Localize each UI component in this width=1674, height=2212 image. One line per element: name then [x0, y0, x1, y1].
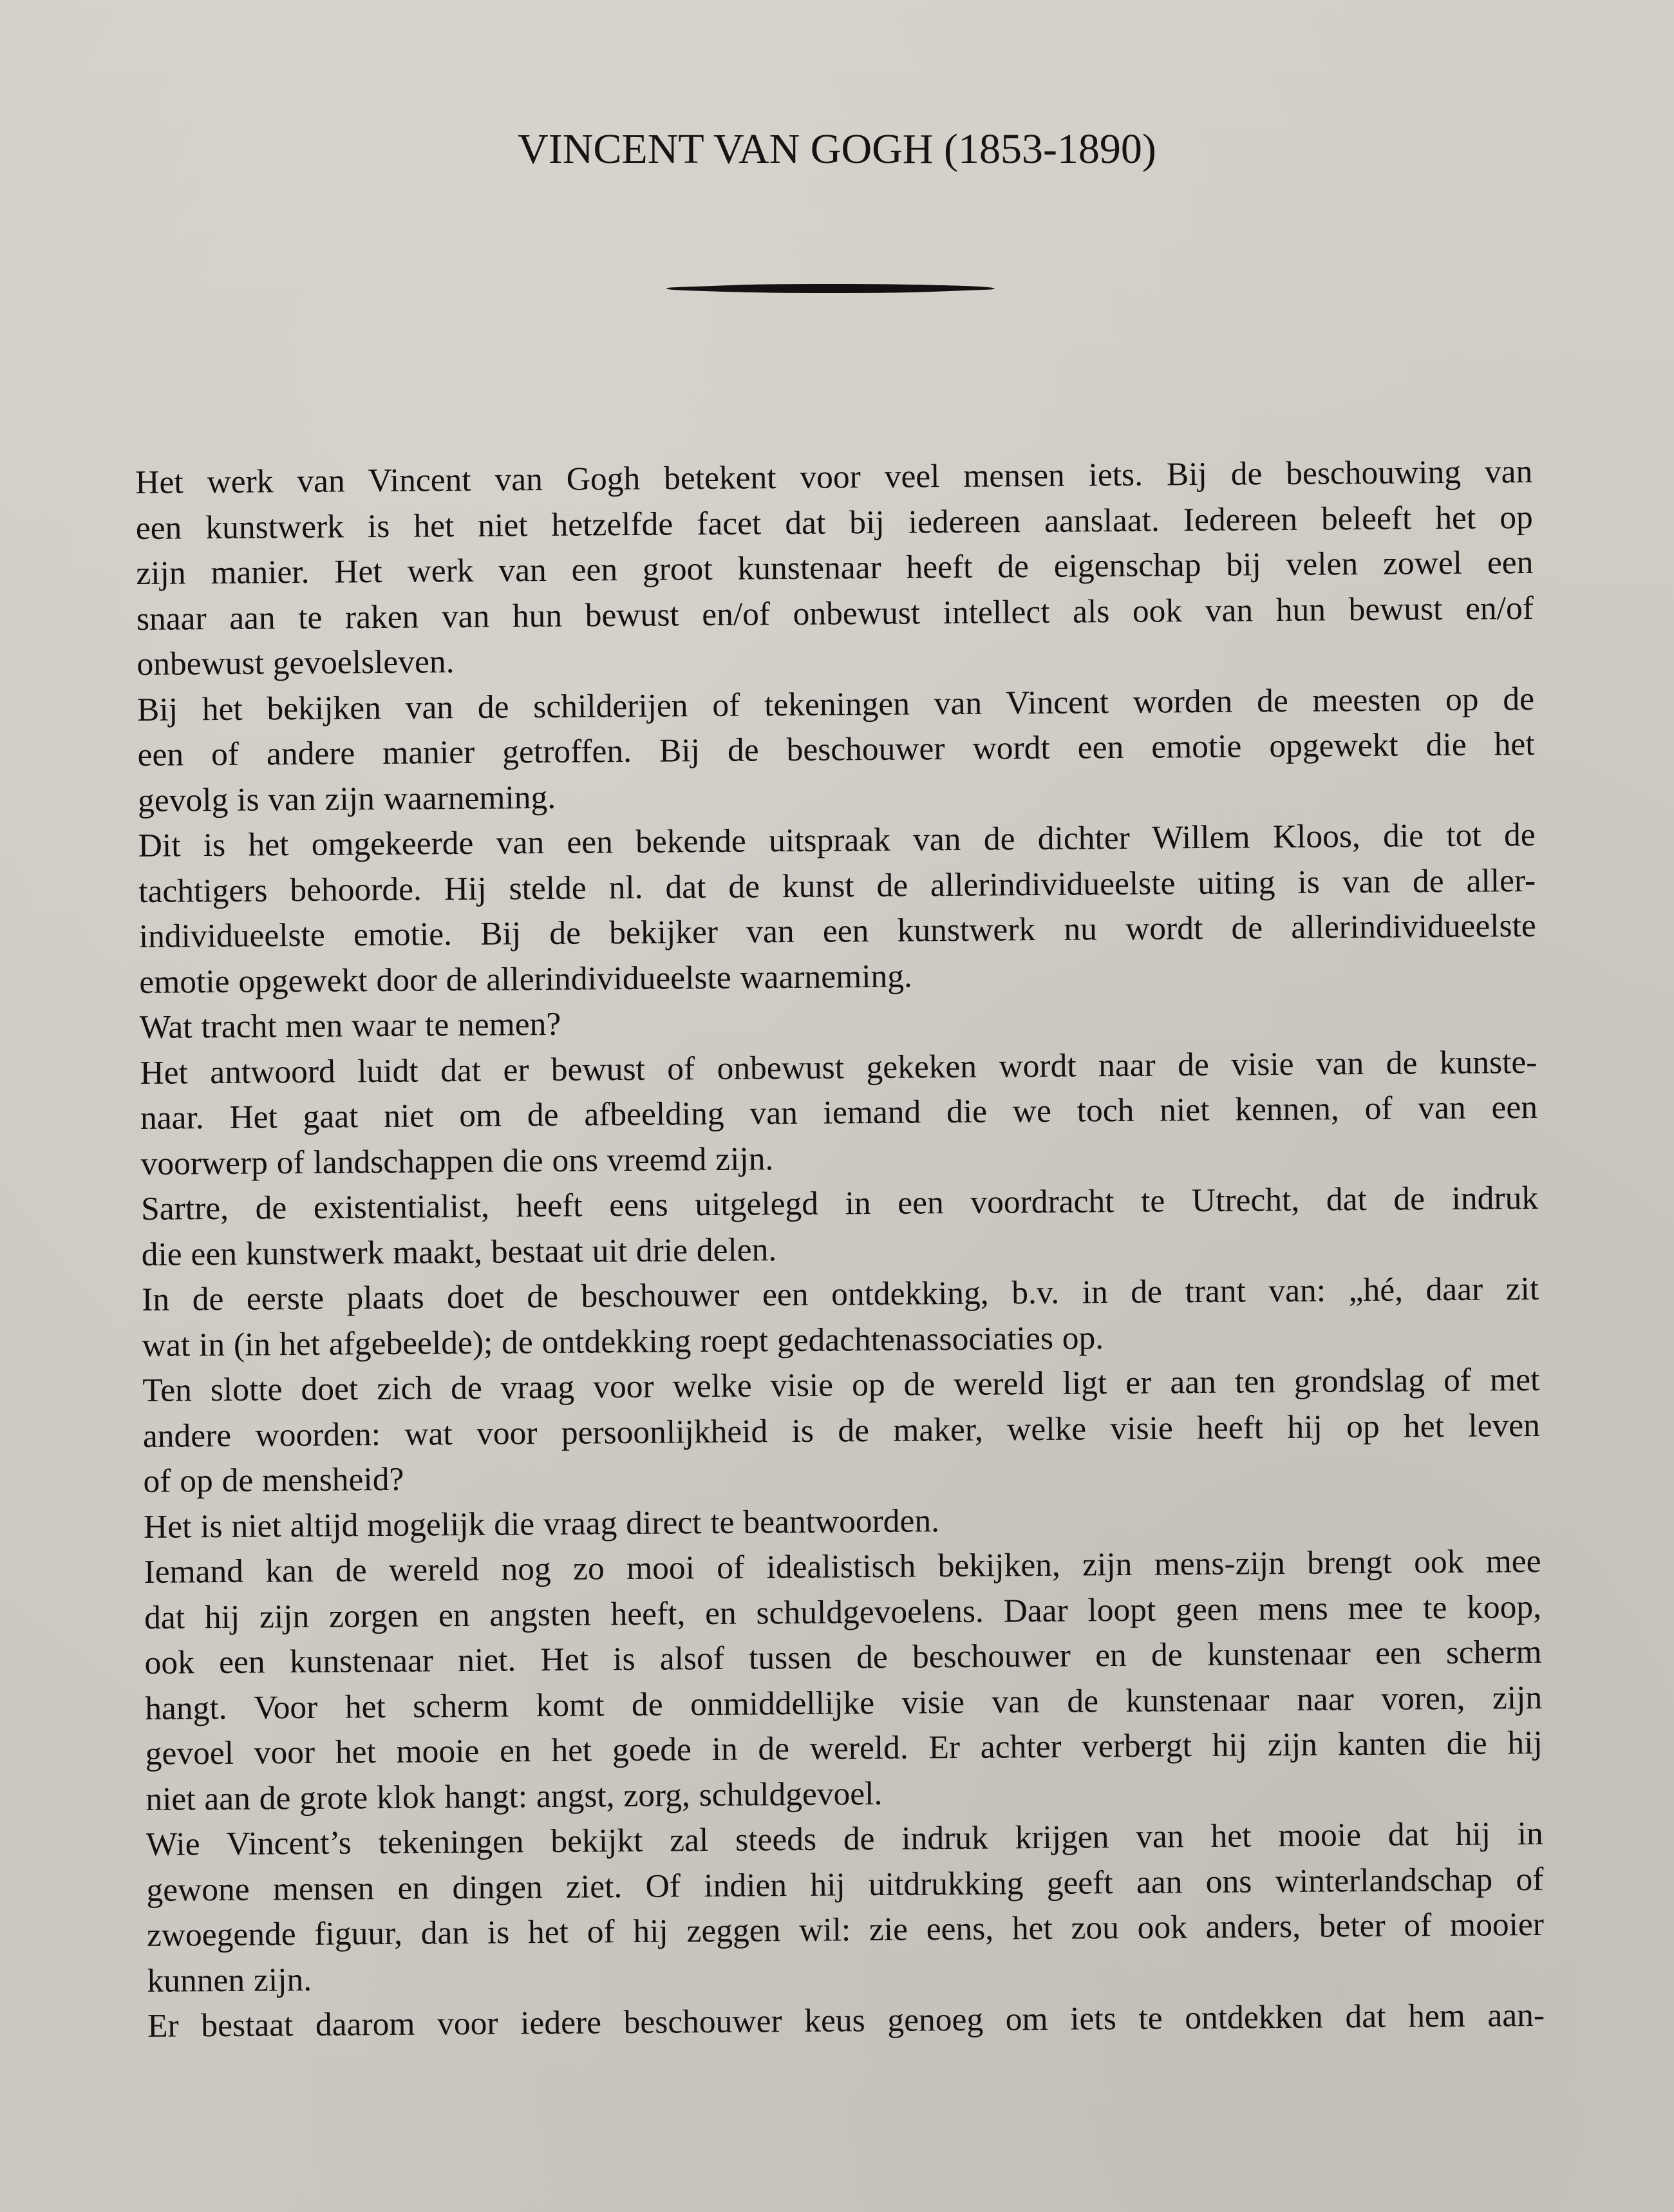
- text-line-content: Bij het bekijken van de schilderijen of tekeningen van Vincent worden de meesten op de: [136, 680, 1535, 728]
- text-line-content: Het is niet altijd mogelijk die vraag direct te beantwoorden.: [143, 1502, 940, 1546]
- text-line-content: emotie opgewekt door de allerindividueelste waarneming.: [139, 958, 913, 1001]
- body-text: [135, 449, 1545, 2049]
- text-line-content: andere woorden: wat voor persoonlijkheid is de maker, welke visie heeft hij op het leven: [142, 1406, 1541, 1455]
- text-line-content: In de eerste plaats doet de beschouwer een ontdekking, b.v. in de trant van: „hé, daar zit: [142, 1270, 1539, 1318]
- text-line-content: een kunstwerk is het niet hetzelfde facet dat bij iedereen aanslaat. Iedereen beleeft het op: [135, 498, 1533, 547]
- text-line-content: gevolg is van zijn waarneming.: [137, 779, 556, 819]
- text-line-content: Wie Vincent’s tekeningen bekijkt zal steeds de indruk krijgen van het mooie dat hij in: [146, 1815, 1544, 1863]
- text-line-content: naar. Het gaat niet om de afbeelding van iemand die we toch niet kennen, of van een: [140, 1088, 1538, 1137]
- text-line-content: dat hij zijn zorgen en angsten heeft, en schuldgevoelens. Daar loopt geen mens mee te koop,: [144, 1588, 1542, 1636]
- text-line-content: gevoel voor het mooie en het goede in de wereld. Er achter verbergt hij zijn kanten die hij: [145, 1724, 1543, 1772]
- text-line-content: onbewust gevoelsleven.: [136, 643, 455, 683]
- text-line-content: voorwerp of landschappen die ons vreemd zijn.: [140, 1140, 774, 1182]
- text-line-content: zijn manier. Het werk van een groot kunstenaar heeft de eigenschap bij velen zowel een: [136, 544, 1534, 592]
- text-line-content: tachtigers behoorde. Hij stelde nl. dat de kunst de allerindividueelste uiting is van de aller-: [138, 862, 1536, 910]
- text-line-content: individueelste emotie. Bij de bekijker van een kunstwerk nu wordt de allerindividueelste: [138, 907, 1536, 955]
- text-line-content: die een kunstwerk maakt, bestaat uit drie delen.: [141, 1231, 777, 1273]
- text-line-content: Er bestaat daarom voor iedere beschouwer keus genoeg om iets te ontdekken dat hem aan-: [147, 1996, 1545, 2045]
- text-line-content: een of andere manier getroffen. Bij de beschouwer wordt een emotie opgewekt die het: [137, 725, 1535, 773]
- text-line-content: Dit is het omgekeerde van een bekende uitspraak van de dichter Willem Kloos, die tot de: [138, 816, 1536, 864]
- text-line-content: Het werk van Vincent van Gogh betekent voor veel mensen iets. Bij de beschouwing van: [135, 453, 1533, 501]
- text-line-content: snaar aan te raken van hun bewust en/of onbewust intellect als ook van hun bewust en/of: [136, 589, 1534, 638]
- text-line-content: Ten slotte doet zich de vraag voor welke visie op de wereld ligt er aan ten grondslag of met: [142, 1361, 1540, 1409]
- text-line-content: of op de mensheid?: [143, 1460, 404, 1500]
- text-line-content: ook een kunstenaar niet. Het is alsof tussen de beschouwer en de kunstenaar een scherm: [144, 1633, 1542, 1681]
- text-line-content: Iemand kan de wereld nog zo mooi of idealistisch bekijken, zijn mens-zijn brengt ook mee: [144, 1542, 1541, 1591]
- text-line-content: kunnen zijn.: [147, 1961, 312, 1999]
- text-line-content: Sartre, de existentialist, heeft eens uitgelegd in een voordracht te Utrecht, dat de indruk: [140, 1179, 1539, 1227]
- text-line-content: Wat tracht men waar te nemen?: [139, 1005, 561, 1046]
- text-line-content: zwoegende figuur, dan is het of hij zeggen wil: zie eens, het zou ook anders, beter of mooier: [146, 1905, 1545, 1954]
- text-line-content: hangt. Voor het scherm komt de onmiddellijke visie van de kunstenaar naar voren, zijn: [144, 1679, 1543, 1727]
- text-line-content: Het antwoord luidt dat er bewust of onbewust gekeken wordt naar de visie van de kunste-: [140, 1043, 1538, 1092]
- text-line-content: wat in (in het afgebeelde); de ontdekking roept gedachtenassociaties op.: [142, 1319, 1104, 1364]
- ornamental-divider: [666, 284, 995, 293]
- text-line-content: niet aan de grote klok hangt: angst, zorg, schuldgevoel.: [146, 1775, 883, 1818]
- text-line-content: gewone mensen en dingen ziet. Of indien hij uitdrukking geeft aan ons winterlandschap of: [146, 1860, 1544, 1909]
- page-title: VINCENT VAN GOGH (1853-1890): [518, 126, 1156, 173]
